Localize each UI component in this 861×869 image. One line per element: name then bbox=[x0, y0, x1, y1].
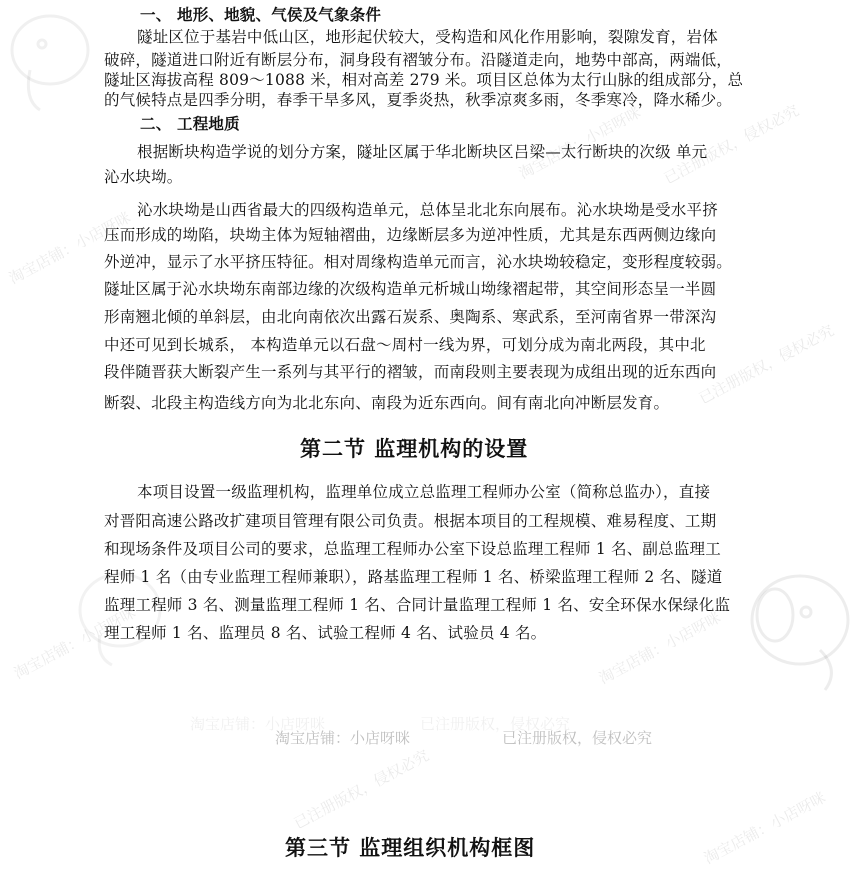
section3-line: 理工程师 1 名、监理员 8 名、试验工程师 4 名、试验员 4 名。 bbox=[104, 624, 547, 642]
section-title-2: 第二节 监理机构的设置 bbox=[300, 436, 529, 461]
section2-line: 根据断块构造学说的划分方案，隧址区属于华北断块区吕梁—太行断块的次级 单元 bbox=[137, 143, 708, 161]
section3-line: 和现场条件及项目公司的要求，总监理工程师办公室下设总监理工程师 1 名、副总监理工 bbox=[104, 540, 721, 558]
section2-heading: 二、 工程地质 bbox=[140, 114, 240, 133]
watermark-rights: 已注册版权，侵权必究 bbox=[290, 746, 432, 833]
section2-line: 中还可见到长城系， 本构造单元以石盘～周村一线为界，可划分成为南北两段，其中北 bbox=[104, 336, 706, 354]
watermark-rights: 已注册版权，侵权必究 bbox=[660, 101, 802, 188]
section2-line: 段伴随晋获大断裂产生一系列与其平行的褶皱，而南段则主要表现为成组出现的近东西向 bbox=[104, 363, 717, 381]
elephant-watermark-icon bbox=[740, 560, 861, 700]
section3-line: 程师 1 名（由专业监理工程师兼职），路基监理工程师 1 名、桥梁监理工程师 2 名、隧道 bbox=[104, 568, 723, 586]
watermark-shop: 淘宝店铺：小店呀咪 bbox=[515, 103, 644, 183]
section2-line: 形南翘北倾的单斜层，由北向南依次出露石炭系、奥陶系、寒武系，至河南省界一带深沟 bbox=[104, 308, 717, 326]
section3-line: 对晋阳高速公路改扩建项目管理有限公司负责。根据本项目的工程规模、难易程度、工期 bbox=[104, 512, 717, 530]
section1-line: 隧址区海拔高程 809～1088 米，相对高差 279 米。项目区总体为太行山脉的组成部分，总 bbox=[104, 71, 744, 89]
elephant-watermark-icon bbox=[0, 0, 110, 120]
section1-line: 的气候特点是四季分明，春季干旱多风，夏季炎热，秋季凉爽多雨，冬季寒冷，降水稀少。 bbox=[104, 91, 733, 109]
section2-line: 外逆冲，显示了水平挤压特征。相对周缘构造单元而言，沁水块坳较稳定，变形程度较弱。 bbox=[104, 253, 733, 271]
watermark-shop: 淘宝店铺：小店呀咪 bbox=[595, 608, 724, 688]
section3-line: 监理工程师 3 名、测量监理工程师 1 名、合同计量监理工程师 1 名、安全环保水保绿化监 bbox=[104, 596, 731, 614]
ghost-watermark: 淘宝店铺：小店呀咪 bbox=[190, 715, 326, 733]
section1-line: 破碎，隧道进口附近有断层分布，洞身段有褶皱分布。沿隧道走向，地势中部高，两端低， bbox=[104, 51, 733, 69]
watermark-rights: 已注册版权，侵权必究 bbox=[695, 321, 837, 408]
section2-line: 压而形成的坳陷，块坳主体为短轴褶曲，边缘断层多为逆冲性质，尤其是东西两侧边缘向 bbox=[104, 226, 717, 244]
watermark-shop-visible: 淘宝店铺：小店呀咪 bbox=[275, 729, 411, 747]
section2-line: 沁水块坳是山西省最大的四级构造单元，总体呈北北东向展布。沁水块坳是受水平挤 bbox=[137, 201, 718, 219]
watermark-shop: 淘宝店铺：小店呀咪 bbox=[700, 788, 829, 868]
watermark-shop: 淘宝店铺：小店呀咪 bbox=[10, 603, 139, 683]
section3-line: 本项目设置一级监理机构，监理单位成立总监理工程师办公室（简称总监办），直接 bbox=[137, 483, 711, 501]
section2-line: 隧址区属于沁水块坳东南部边缘的次级构造单元析城山坳缘褶起带，其空间形态呈一半圆 bbox=[104, 280, 717, 298]
section-title-3: 第三节 监理组织机构框图 bbox=[285, 835, 536, 860]
section2-line: 断裂、北段主构造线方向为北北东向、南段为近东西向。间有南北向冲断层发育。 bbox=[104, 394, 670, 412]
section1-line: 隧址区位于基岩中低山区，地形起伏较大，受构造和风化作用影响，裂隙发育，岩体 bbox=[137, 28, 718, 46]
watermark-rights-visible: 已注册版权，侵权必究 bbox=[502, 729, 653, 747]
section1-heading: 一、 地形、地貌、气侯及气象条件 bbox=[140, 5, 382, 24]
watermark-shop: 淘宝店铺：小店呀咪 bbox=[5, 208, 134, 288]
ghost-watermark: 已注册版权，侵权必究 bbox=[420, 715, 571, 733]
section2-line: 沁水块坳。 bbox=[104, 168, 183, 186]
